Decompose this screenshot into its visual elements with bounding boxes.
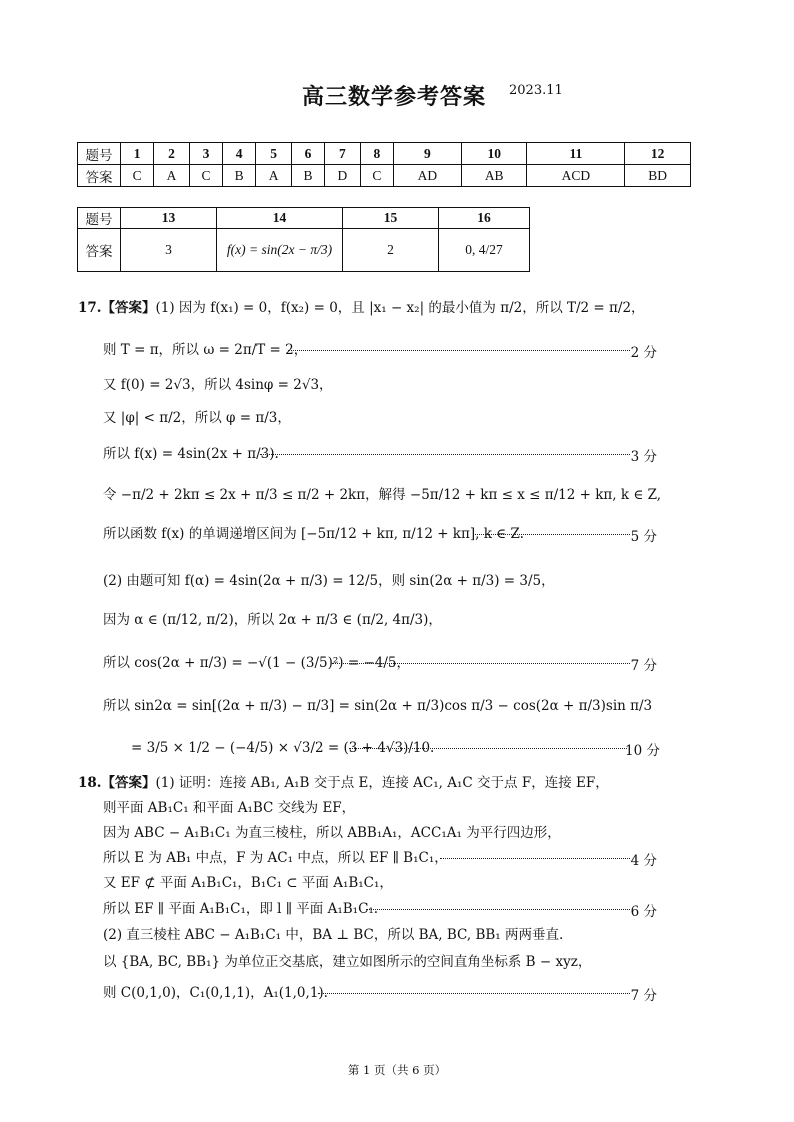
table-cell: 4 bbox=[223, 143, 256, 165]
score-label: 2 分 bbox=[630, 345, 657, 361]
q18-line-3: 因为 ABC − A₁B₁C₁ 为直三棱柱，所以 ABB₁A₁，ACC₁A₁ 为平行四边形， bbox=[103, 825, 561, 841]
table-cell: 3 bbox=[189, 143, 222, 165]
q18-line-2: 则平面 AB₁C₁ 和平面 A₁BC 交线为 EF， bbox=[103, 800, 356, 816]
q18-line-5: 又 EF ⊄ 平面 A₁B₁C₁，B₁C₁ ⊂ 平面 A₁B₁C₁， bbox=[103, 875, 393, 891]
q18-line-8: 以 {BA, BC, BB₁} 为单位正交基底，建立如图所示的空间直角坐标系 B − xyz， bbox=[103, 954, 592, 970]
q17-line-7: 所以函数 f(x) 的单调递增区间为 [−5π/12 + kπ, π/12 + kπ], k ∈ Z. bbox=[103, 526, 524, 542]
table-cell: ACD bbox=[527, 165, 625, 187]
table-cell: 10 bbox=[461, 143, 527, 165]
answer-table-2 bbox=[77, 207, 530, 272]
q17-line-8: (2) 由题可知 f(α) = 4sin(2α + π/3) = 12/5，则 sin(2α + π/3) = 3/5， bbox=[103, 573, 555, 589]
leader-dots bbox=[366, 909, 630, 910]
score-label: 3 分 bbox=[630, 449, 657, 465]
table-row bbox=[78, 143, 691, 165]
table-row bbox=[78, 208, 530, 229]
table-cell: 9 bbox=[393, 143, 461, 165]
leader-dots bbox=[318, 993, 630, 994]
table-cell: 0, 4/27 bbox=[439, 229, 530, 272]
table-cell: 2 bbox=[343, 229, 439, 272]
table-cell: 7 bbox=[325, 143, 361, 165]
q17-text: (1) 因为 f(x₁) = 0，f(x₂) = 0，且 |x₁ − x₂| 的最小值为 π/2，所以 T/2 = π/2， bbox=[155, 300, 645, 316]
q17-line-10: 所以 cos(2α + π/3) = −√(1 − (3/5)²) = −4/5， bbox=[103, 655, 410, 671]
table-cell: C bbox=[360, 165, 393, 187]
q17-line-3: 又 f(0) = 2√3，所以 4sinφ = 2√3， bbox=[103, 377, 333, 393]
table-cell: f(x) = sin(2x − π/3) bbox=[217, 229, 343, 272]
q17-line-6: 令 −π/2 + 2kπ ≤ 2x + π/3 ≤ π/2 + 2kπ，解得 −5π/12 + kπ ≤ x ≤ π/12 + kπ, k ∈ Z, bbox=[103, 487, 662, 503]
row-header: 答案 bbox=[78, 165, 121, 187]
score-label: 5 分 bbox=[630, 529, 657, 545]
table-cell: C bbox=[121, 165, 154, 187]
table-cell: 8 bbox=[360, 143, 393, 165]
table-cell: B bbox=[223, 165, 256, 187]
leader-dots bbox=[288, 350, 630, 351]
q17-line-5: 所以 f(x) = 4sin(2x + π/3). bbox=[103, 446, 279, 462]
q17-line-1 bbox=[78, 299, 645, 317]
q17-label: 17.【答案】 bbox=[78, 300, 156, 316]
leader-dots bbox=[260, 454, 630, 455]
leader-dots bbox=[349, 748, 627, 749]
table-cell: A bbox=[154, 165, 190, 187]
table-row bbox=[78, 165, 691, 187]
q17-line-12: = 3/5 × 1/2 − (−4/5) × √3/2 = (3 + 4√3)/10. bbox=[131, 740, 435, 756]
table-row bbox=[78, 229, 530, 272]
table-cell: 15 bbox=[343, 208, 439, 229]
score-label: 6 分 bbox=[630, 904, 657, 920]
leader-dots bbox=[473, 534, 630, 535]
table-cell: BD bbox=[625, 165, 691, 187]
q18-line-7: (2) 直三棱柱 ABC − A₁B₁C₁ 中，BA ⊥ BC，所以 BA, BC, BB₁ 两两垂直. bbox=[103, 927, 564, 943]
table-cell: 11 bbox=[527, 143, 625, 165]
table-cell: 13 bbox=[121, 208, 217, 229]
q18-text: (1) 证明：连接 AB₁, A₁B 交于点 E，连接 AC₁, A₁C 交于点 F，连接 EF， bbox=[155, 775, 609, 791]
table-cell: 14 bbox=[217, 208, 343, 229]
table-cell: 6 bbox=[291, 143, 324, 165]
table-cell: 3 bbox=[121, 229, 217, 272]
q18-line-9: 则 C(0,1,0)，C₁(0,1,1)，A₁(1,0,1). bbox=[103, 985, 328, 1001]
row-header: 题号 bbox=[78, 208, 121, 229]
q18-label: 18.【答案】 bbox=[78, 775, 156, 791]
table-cell: A bbox=[256, 165, 292, 187]
score-label: 7 分 bbox=[630, 658, 657, 674]
leader-dots bbox=[440, 858, 630, 859]
q17-line-2: 则 T = π，所以 ω = 2π/T = 2， bbox=[103, 342, 308, 358]
table-cell: D bbox=[325, 165, 361, 187]
table-cell: AB bbox=[461, 165, 527, 187]
q17-line-4: 又 |φ| < π/2，所以 φ = π/3， bbox=[103, 410, 291, 426]
score-label: 10 分 bbox=[625, 743, 660, 759]
table-cell: 16 bbox=[439, 208, 530, 229]
page-title: 高三数学参考答案 bbox=[302, 84, 487, 110]
q18-line-6: 所以 EF ∥ 平面 A₁B₁C₁，即 l ∥ 平面 A₁B₁C₁. bbox=[103, 901, 379, 917]
table-cell: B bbox=[291, 165, 324, 187]
row-header: 题号 bbox=[78, 143, 121, 165]
leader-dots bbox=[332, 663, 630, 664]
table-cell: C bbox=[189, 165, 222, 187]
answer-table-1 bbox=[77, 142, 691, 187]
table-cell: 1 bbox=[121, 143, 154, 165]
exam-date: 2023.11 bbox=[509, 83, 563, 98]
row-header: 答案 bbox=[78, 229, 121, 272]
table-cell: 12 bbox=[625, 143, 691, 165]
table-cell: 2 bbox=[154, 143, 190, 165]
table-cell: AD bbox=[393, 165, 461, 187]
score-label: 7 分 bbox=[630, 988, 657, 1004]
q18-line-1 bbox=[78, 774, 609, 792]
q18-line-4: 所以 E 为 AB₁ 中点，F 为 AC₁ 中点，所以 EF ∥ B₁C₁， bbox=[103, 850, 448, 866]
score-label: 4 分 bbox=[630, 853, 657, 869]
q17-line-11: 所以 sin2α = sin[(2α + π/3) − π/3] = sin(2α + π/3)cos π/3 − cos(2α + π/3)sin π/3 bbox=[103, 698, 653, 714]
q17-line-9: 因为 α ∈ (π/12, π/2)，所以 2α + π/3 ∈ (π/2, 4π/3)， bbox=[103, 612, 442, 628]
page-footer: 第 1 页（共 6 页） bbox=[347, 1063, 447, 1077]
table-cell: 5 bbox=[256, 143, 292, 165]
